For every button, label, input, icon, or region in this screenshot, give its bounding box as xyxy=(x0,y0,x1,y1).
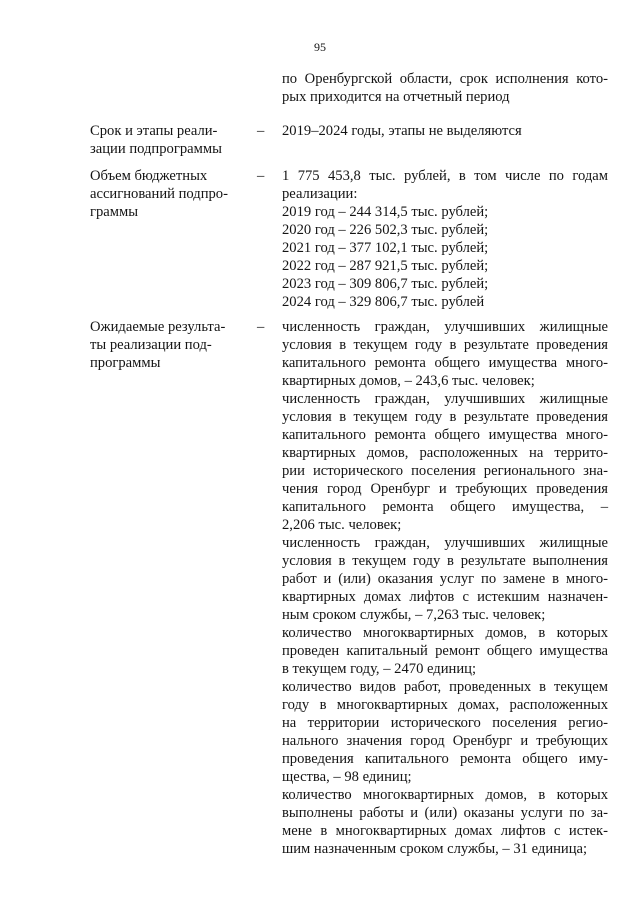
text-line: 2,206 тыс. человек; xyxy=(282,517,402,533)
text-line: проведен капитальный ремонт общего имущества xyxy=(282,643,608,659)
label-line: Объем бюджетных xyxy=(90,168,208,184)
text-line: условия в текущем году в результате проведения xyxy=(282,337,608,353)
text-line: году в многоквартирных домах, расположенных xyxy=(282,697,608,713)
text-line: квартирных домов, – 243,6 тыс. человек; xyxy=(282,373,535,389)
text-line: 2022 год – 287 921,5 тыс. рублей; xyxy=(282,258,489,274)
label-line: Ожидаемые результа- xyxy=(90,319,226,335)
text-line: щества, – 98 единиц; xyxy=(282,769,412,785)
row-label xyxy=(90,318,250,372)
text-line: 2020 год – 226 502,3 тыс. рублей; xyxy=(282,222,489,238)
row-content xyxy=(282,122,608,140)
text-line: мене в многоквартирных домах лифтов с истек- xyxy=(282,823,608,839)
text-line: 2023 год – 309 806,7 тыс. рублей; xyxy=(282,276,489,292)
text-line: проведения капитального ремонта общего иму- xyxy=(282,751,608,767)
text-line: работ и (или) оказания услуг по замене в много- xyxy=(282,571,608,587)
page-number: 95 xyxy=(314,40,326,54)
text-line: капитального ремонта общего имущества, – xyxy=(282,499,608,515)
text-line: численность граждан, улучшивших жилищные xyxy=(282,535,608,551)
label-line: программы xyxy=(90,355,161,371)
text-line: 1 775 453,8 тыс. рублей, в том числе по годам xyxy=(282,168,608,184)
text-line: квартирных домов, расположенных на террито- xyxy=(282,445,608,461)
text-line: условия в текущем году в результате выполнения xyxy=(282,553,608,569)
row-dash: – xyxy=(257,168,265,184)
row-label xyxy=(90,167,250,221)
text-line: 2019–2024 годы, этапы не выделяются xyxy=(282,123,522,139)
label-line: ассигнований подпро- xyxy=(90,186,228,202)
label-line: ты реализации под- xyxy=(90,337,212,353)
text-line: по Оренбургской области, срок исполнения кото- xyxy=(282,71,608,87)
text-line: 2024 год – 329 806,7 тыс. рублей xyxy=(282,294,485,310)
row-dash: – xyxy=(257,319,265,335)
text-line: условия в текущем году в результате проведения xyxy=(282,409,608,425)
text-line: 2021 год – 377 102,1 тыс. рублей; xyxy=(282,240,489,256)
text-line: численность граждан, улучшивших жилищные xyxy=(282,391,608,407)
text-line: в текущем году, – 2470 единиц; xyxy=(282,661,477,677)
label-line: граммы xyxy=(90,204,139,220)
row-content xyxy=(282,167,608,311)
label-line: зации подпрограммы xyxy=(90,141,222,157)
row-dash: – xyxy=(257,123,265,139)
text-line: на территории исторического поселения регио- xyxy=(282,715,608,731)
row-label xyxy=(90,122,250,158)
text-line: капитального ремонта общего имущества много- xyxy=(282,427,608,443)
row-content xyxy=(282,318,608,858)
text-line: нального значения город Оренбург и требующих xyxy=(282,733,608,749)
text-line: 2019 год – 244 314,5 тыс. рублей; xyxy=(282,204,489,220)
text-line: шим назначенным сроком службы, – 31 единица; xyxy=(282,841,588,857)
text-line: количество видов работ, проведенных в текущем xyxy=(282,679,608,695)
text-line: рии исторического поселения регионального зна- xyxy=(282,463,608,479)
text-line: капитального ремонта общего имущества много- xyxy=(282,355,608,371)
continuation-text xyxy=(282,70,608,106)
text-line: ным сроком службы, – 7,263 тыс. человек; xyxy=(282,607,546,623)
text-line: выполнены работы и (или) оказаны услуги по за- xyxy=(282,805,608,821)
text-line: квартирных домах лифтов с истекшим назначен- xyxy=(282,589,608,605)
text-line: рых приходится на отчетный период xyxy=(282,89,510,105)
text-line: реализации: xyxy=(282,186,358,202)
text-line: чения город Оренбург и требующих проведения xyxy=(282,481,608,497)
text-line: численность граждан, улучшивших жилищные xyxy=(282,319,608,335)
label-line: Срок и этапы реали- xyxy=(90,123,218,139)
text-line: количество многоквартирных домов, в которых xyxy=(282,625,608,641)
text-line: количество многоквартирных домов, в которых xyxy=(282,787,608,803)
